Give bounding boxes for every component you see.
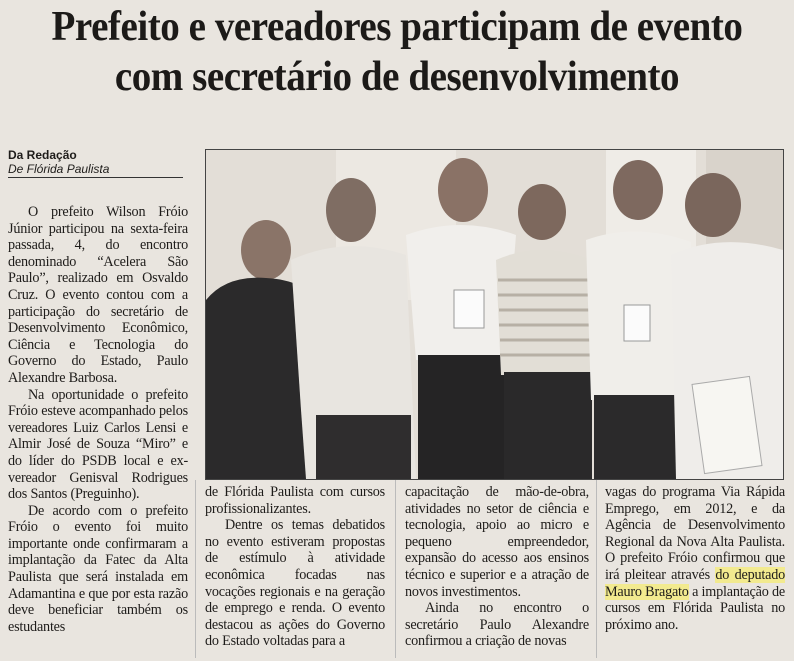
group-photo-icon [206,150,783,479]
paragraph: O prefeito Wilson Fróio Júnior participou na sexta-feira passada, 4, do encontro denominado “Acelera São Paulo”, realizado em Osvaldo Cruz. O evento contou com a participação do secretário de Desenvolvimento Econômico, Ciência e Tecnologia do Governo do Estado, Paulo Alexandre Barbosa. [8,204,188,386]
byline-org: Da Redação [8,148,77,162]
paragraph-text: vagas do programa Via Rápida Emprego, em 2012, e da Agência de Desenvolvimento Regional da Nova Alta Paulista. O prefeito Fróio confirmou que irá pleitear através [605,484,785,583]
paragraph-text: a implantação de cursos em Flórida Paulista no próximo ano. [605,583,785,633]
column-3 [405,484,589,650]
paragraph: De acordo com o prefeito Fróio o evento foi muito importante onde confirmaram a implantação da Fatec da Alta Paulista que será instalada em Adamantina e que por esta razão deve beneficiar também os estudantes [8,502,188,635]
headline-line-1: Prefeito e vereadores participam de evento [51,4,743,50]
paragraph: Ainda no encontro o secretário Paulo Alexandre confirmou a criação de novas [405,600,589,650]
headline [28,2,766,102]
group-photo [205,149,784,480]
paragraph: de Flórida Paulista com cursos profissionalizantes. [205,484,385,517]
byline-place: De Flórida Paulista [8,162,183,178]
column-2 [205,484,385,650]
highlighted-text: do deputado Mauro Bragato [605,566,785,600]
column-1 [8,204,188,635]
byline [8,148,188,178]
column-4 [605,484,785,633]
paragraph: capacitação de mão-de-obra, atividades no setor de ciência e tecnologia, apoio ao micro e pequeno empreendedor, expansão do acesso aos ensinos técnico e superior e a atração de novos investimentos. [405,484,589,600]
paragraph: Dentre os temas debatidos no evento estiveram propostas de estímulo à atividade econômica focadas nas vocações regionais e na geração de emprego e renda. O evento destacou as ações do Governo do Estado voltadas para a [205,517,385,650]
paragraph [605,484,785,633]
paragraph: Na oportunidade o prefeito Fróio esteve acompanhado pelos vereadores Luiz Carlos Lensi e Almir José de Souza “Miro” e do líder do PSDB local e ex-vereador Genisval Rodrigues dos Santos (Preguinho). [8,386,188,503]
headline-line-2: com secretário de desenvolvimento [114,54,680,100]
